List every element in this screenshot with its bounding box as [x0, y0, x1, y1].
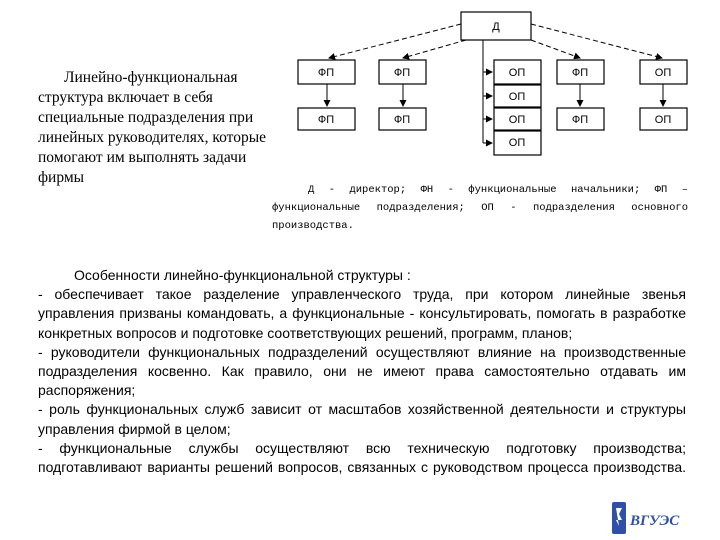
op-column-label-2: ОП: [508, 91, 526, 103]
university-logo: [608, 500, 694, 536]
row1-label-2: ФП: [393, 67, 411, 79]
diagram-legend: [272, 181, 688, 235]
op-column-label-4: ОП: [508, 137, 526, 149]
row2-label-2: ФП: [393, 114, 411, 126]
row2-label-1: ФП: [317, 114, 335, 126]
dashed-link-3: [531, 40, 580, 58]
feature-item-3: - роль функциональных служб зависит от масштабов хозяйственной деятельности и структуры управления фирмой в целом;: [38, 401, 686, 437]
row2-label-4: ФП: [571, 114, 589, 126]
legend-text: Д - директор; ФН - функциональные начальники; ФП – функциональные подразделения; ОП - подразделения основного производства.: [272, 184, 688, 232]
row1-label-1: ФП: [317, 67, 335, 79]
row1-label-4: ФП: [571, 67, 589, 79]
intro-text: Линейно-функциональная структура включает в себя специальные подразделения при линейных руководителях, которые помогают им выполнять задачи фирмы: [38, 69, 266, 186]
feature-item-2: - руководители функциональных подразделений осуществляют влияние на производственные подразделения косвенно. Как правило, они не имеют права самостоятельно отдавать им распоряжения;: [38, 343, 686, 399]
dashed-link-4: [531, 24, 662, 58]
row2-label-3: ОП: [508, 114, 526, 126]
row2-label-5: ОП: [654, 114, 672, 126]
features-section: [38, 266, 686, 477]
features-title: Особенности линейно-функциональной структуры :: [74, 267, 411, 283]
row1-label-5: ОП: [654, 67, 672, 79]
feature-item-4: - функциональные службы осуществляют всю техническую подготовку производства; подготавливают варианты решений вопросов, связанных с руководством процесса производства.: [38, 439, 686, 476]
director-label: Д: [492, 21, 500, 33]
intro-block: [38, 68, 293, 188]
dashed-link-2: [403, 40, 466, 58]
logo-text: ВГУЭС: [630, 513, 680, 529]
feature-item-1: - обеспечивает такое разделение управленческого труда, при котором линейные звенья управления призваны командовать, а функциональные - консультировать, помогать в разработке конкретных вопросов и подготовке соответствующих решений, программ, планов;: [38, 286, 686, 341]
dashed-link-1: [329, 24, 461, 58]
row1-label-3: ОП: [508, 67, 526, 79]
